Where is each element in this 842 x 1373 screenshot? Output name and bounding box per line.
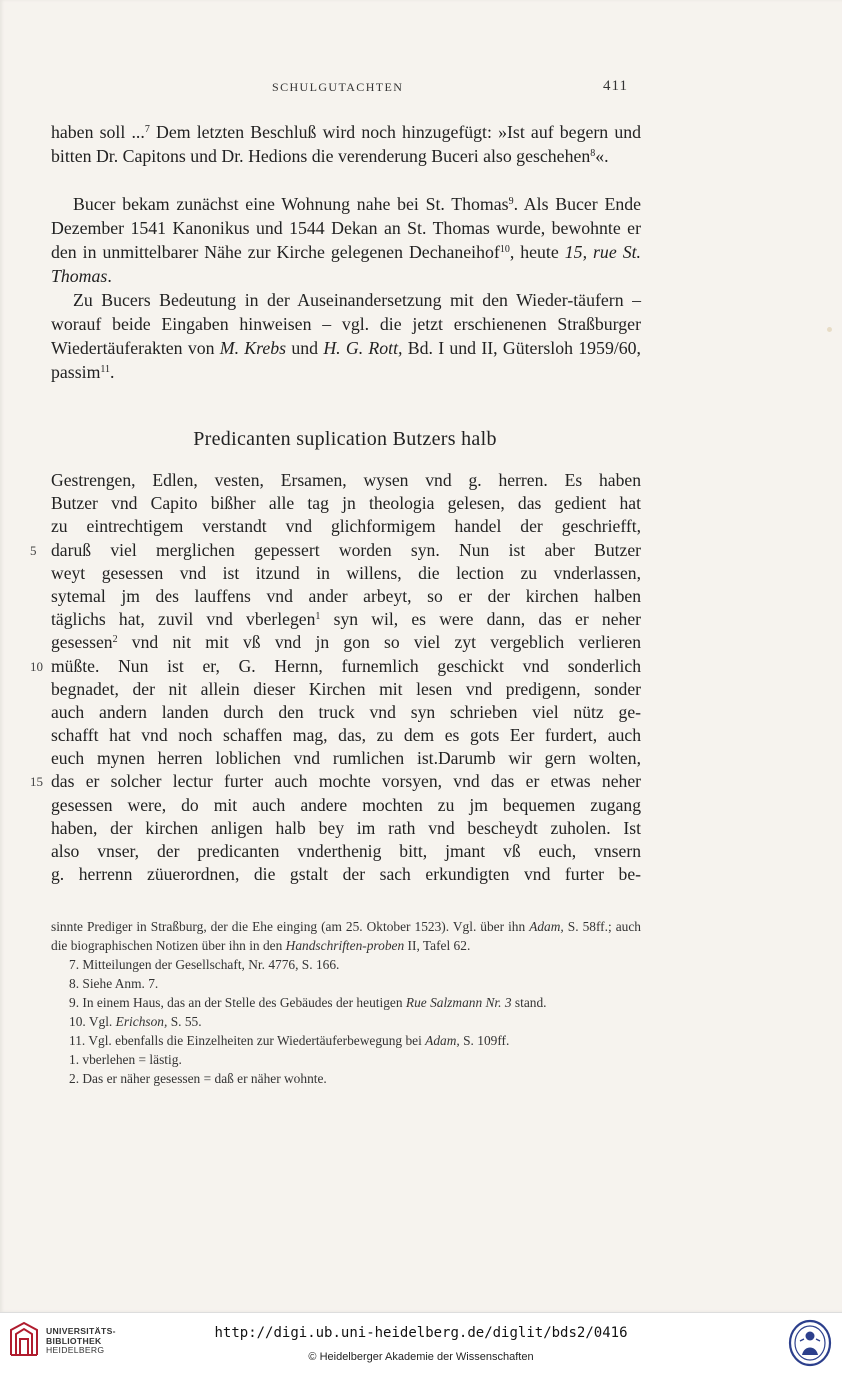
document-line: Butzer vnd Capito bißher alle tag jn theologia gelesen, das gedient hat xyxy=(51,493,641,514)
document-line: weyt gesessen vnd ist itzund in willens, die lection zu vnderlassen, xyxy=(51,562,641,583)
footnote-mark: 2 xyxy=(112,634,118,646)
footnote-mark: 1 xyxy=(315,611,321,623)
document-text xyxy=(30,469,642,886)
document-line: haben, der kirchen anligen halb bey im rath vnd bescheydt zuholen. Ist xyxy=(51,817,641,838)
footnote-continuation: sinnte Prediger in Straßburg, der die Ehe einging (am 25. Oktober 1523). Vgl. über ihn Adam, S. 58ff.; auch die biographischen Notizen über ihn in den Handschriften-proben II, Tafel 62. xyxy=(51,919,641,953)
document-line: begnadet, der nit allein dieser Kirchen mit lesen vnd predigenn, sonder xyxy=(51,678,641,699)
document-line: sytemal jm des lauffens vnd ander arbeyt, so er der kirchen halben xyxy=(51,585,641,606)
footnote-9: 9. In einem Haus, das an der Stelle des Gebäudes der heutigen Rue Salzmann Nr. 3 stand. xyxy=(69,995,547,1010)
library-name[interactable]: UNIVERSITÄTS- BIBLIOTHEK HEIDELBERG xyxy=(46,1326,116,1356)
document-line: täglichs hat, zuvil vnd vberlegen$^1$ syn wil, es were dann, das er neher xyxy=(51,609,642,630)
section-title: Predicanten suplication Butzers halb xyxy=(193,428,497,450)
document-line: euch mynen herren loblichen vnd rumlichen ist.Darumb wir gern wolten, xyxy=(51,748,641,769)
text-note-1: 1. vberlehen = lästig. xyxy=(69,1052,182,1067)
document-line: 10 müßte. Nun ist er, G. Hernn, furnemlich geschickt vnd sonderlich xyxy=(51,655,641,678)
academy-seal-icon xyxy=(788,1319,832,1367)
viewer-footer xyxy=(0,1312,842,1373)
footnote-11: 11. Vgl. ebenfalls die Einzelheiten zur Wiedertäuferbewegung bei Adam, S. 109ff. xyxy=(69,1033,510,1048)
document-line: Gestrengen, Edlen, vesten, Ersamen, wysen vnd g. herren. Es haben xyxy=(51,470,641,490)
document-line: gesessen were, do mit auch andere mochten zu jm bequemen zugang xyxy=(51,794,641,815)
line-number: 5 xyxy=(30,542,37,558)
intro-paragraph-2: Bucer bekam zunächst eine Wohnung nahe bei St. Thomas$^9$. Als Bucer Ende Dezember 1541 Kanonikus und 1544 Dekan an St. Thomas wurde, bewohnte er den in unmittelbarer Nähe zur Kirche gelegenen Dechaneihof$^{10}$, heute 15, rue St. Thomas. xyxy=(51,194,641,286)
line-number: 10 xyxy=(30,658,43,674)
copyright-notice: © Heidelberger Akademie der Wissenschaften xyxy=(308,1351,534,1363)
footnote-7: 7. Mitteilungen der Gesellschaft, Nr. 4776, S. 166. xyxy=(69,957,340,972)
text-note-2: 2. Das er näher gesessen = daß er näher wohnte. xyxy=(69,1071,327,1086)
document-line: 15 das er solcher lectur furter auch mochte vorsyen, vnd das er etwas neher xyxy=(51,770,641,793)
document-line: 5 daruß viel merglichen gepessert worden syn. Nun ist aber Butzer xyxy=(51,539,641,562)
paper-spot xyxy=(827,327,832,332)
intro-paragraph-3: Zu Bucers Bedeutung in der Auseinandersetzung mit den Wieder-täufern – worauf beide Eingaben hinweisen – vgl. die jetzt erschienenen Straßburger Wiedertäuferakten von M. Krebs und H. G. Rott, Bd. I und II, Gütersloh 1959/60, passim$^{11}$. xyxy=(51,290,642,382)
permalink-url[interactable]: http://digi.ub.uni-heidelberg.de/diglit/bds2/0416 xyxy=(214,1325,628,1341)
footnotes xyxy=(51,917,641,1088)
document-line: auch andern landen durch den truck vnd syn schrieben viel nütz ge- xyxy=(51,701,641,722)
document-line: schafft hat vnd noch schaffen mag, das, zu dem es gots Eer furdert, auch xyxy=(51,725,641,746)
page-number: 411 xyxy=(603,78,628,94)
document-line: zu eintrechtigem verstandt vnd glichformigem handel der geschriefft, xyxy=(51,516,641,537)
document-line: g. herrenn züuerordnen, die gstalt der sach erkundigten vnd furter be- xyxy=(51,864,641,885)
intro-paragraph-1: haben soll ...$^7$ Dem letzten Beschluß wird noch hinzugefügt: »Ist auf begern und bitten Dr. Capitons und Dr. Hedions die verenderung Buceri also geschehen$^8$«. xyxy=(51,122,641,166)
document-line: gesessen$^2$ vnd nit mit vß vnd jn gon so viel zyt vergeblich verlieren xyxy=(51,632,641,653)
running-head: SCHULGUTACHTEN xyxy=(272,80,404,94)
footnote-10: 10. Vgl. Erichson, S. 55. xyxy=(69,1014,202,1029)
footnote-8: 8. Siehe Anm. 7. xyxy=(69,976,159,991)
line-number: 15 xyxy=(30,774,43,790)
document-line: also vnser, der predicanten vnderthenig bitt, jmant vß euch, vnsern xyxy=(51,841,641,861)
